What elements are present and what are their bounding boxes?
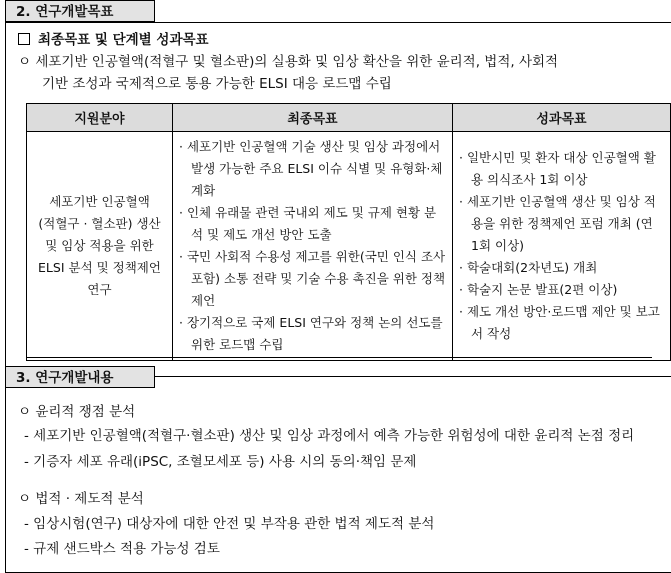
header-field: 지원분야 xyxy=(27,104,173,132)
final-goal-item: · 국민 사회적 수용성 제고를 위한(국민 인식 조사 포함) 소통 전략 및 기술 수용 촉진을 위한 정책 제언 xyxy=(179,249,446,308)
goals-table xyxy=(26,103,671,361)
purpose-line-1: ㅇ 세포기반 인공혈액(적혈구 및 혈소판)의 실용화 및 임상 확산을 위한 윤리적, 법적, 사회적 xyxy=(18,54,559,70)
final-goals-cell xyxy=(173,132,453,361)
legal-heading: ㅇ 법적 · 제도적 분석 xyxy=(18,491,144,507)
performance-goal-item: · 일반시민 및 환자 대상 인공혈액 활용 의식조사 1회 이상 xyxy=(459,150,656,187)
section3-title: 3. 연구개발내용 xyxy=(5,366,155,388)
final-goal-item: · 인체 유래물 관련 국내외 제도 및 규제 현황 분석 및 제도 개선 방안 도출 xyxy=(179,205,437,242)
final-goal-item: · 장기적으로 국제 ELSI 연구와 정책 논의 선도를 위한 로드맵 수립 xyxy=(179,315,443,352)
goals-heading-text: 최종목표 및 단계별 성과목표 xyxy=(38,32,209,48)
ethics-item: - 세포기반 인공혈액(적혈구·혈소판) 생산 및 임상 과정에서 예측 가능한 위험성에 대한 윤리적 논점 정리 xyxy=(24,428,635,444)
ethics-item: - 기증자 세포 유래(iPSC, 조혈모세포 등) 사용 시의 동의·책임 문제 xyxy=(24,454,417,470)
performance-goal-item: · 학술지 논문 발표(2편 이상) xyxy=(459,282,618,297)
performance-goal-item: · 세포기반 인공혈액 생산 및 임상 적용을 위한 정책제언 포럼 개최 (연 1회 이상) xyxy=(459,194,656,253)
left-border xyxy=(5,0,6,573)
table-row xyxy=(27,132,671,361)
table-bottom-rule xyxy=(26,357,652,358)
performance-goal-item: · 학술대회(2차년도) 개최 xyxy=(459,260,598,275)
table-header-row xyxy=(27,104,671,132)
legal-item: - 임상시험(연구) 대상자에 대한 안전 및 부작용 관한 법적 제도적 분석 xyxy=(24,516,435,532)
legal-item: - 규제 샌드박스 적용 가능성 검토 xyxy=(24,541,220,557)
goals-heading xyxy=(18,28,209,48)
field-cell: 세포기반 인공혈액 (적혈구 · 혈소판) 생산 및 임상 적용을 위한 ELSI 분석 및 정책제언 연구 xyxy=(27,132,173,361)
header-final-goal: 최종목표 xyxy=(173,104,453,132)
performance-goals-cell xyxy=(453,132,671,361)
final-goal-item: · 세포기반 인공혈액 기술 생산 및 임상 과정에서 발생 가능한 주요 ELSI 이슈 식별 및 유형화·체계화 xyxy=(179,139,443,198)
checkbox-square-icon xyxy=(18,33,30,45)
ethics-heading: ㅇ 윤리적 쟁점 분석 xyxy=(18,404,136,420)
purpose-line-2: 기반 조성과 국제적으로 통용 가능한 ELSI 대응 로드맵 수립 xyxy=(42,76,392,92)
performance-goal-item: · 제도 개선 방안·로드맵 제안 및 보고서 작성 xyxy=(459,304,660,341)
header-performance-goal: 성과목표 xyxy=(453,104,671,132)
section2-title: 2. 연구개발목표 xyxy=(5,0,155,22)
